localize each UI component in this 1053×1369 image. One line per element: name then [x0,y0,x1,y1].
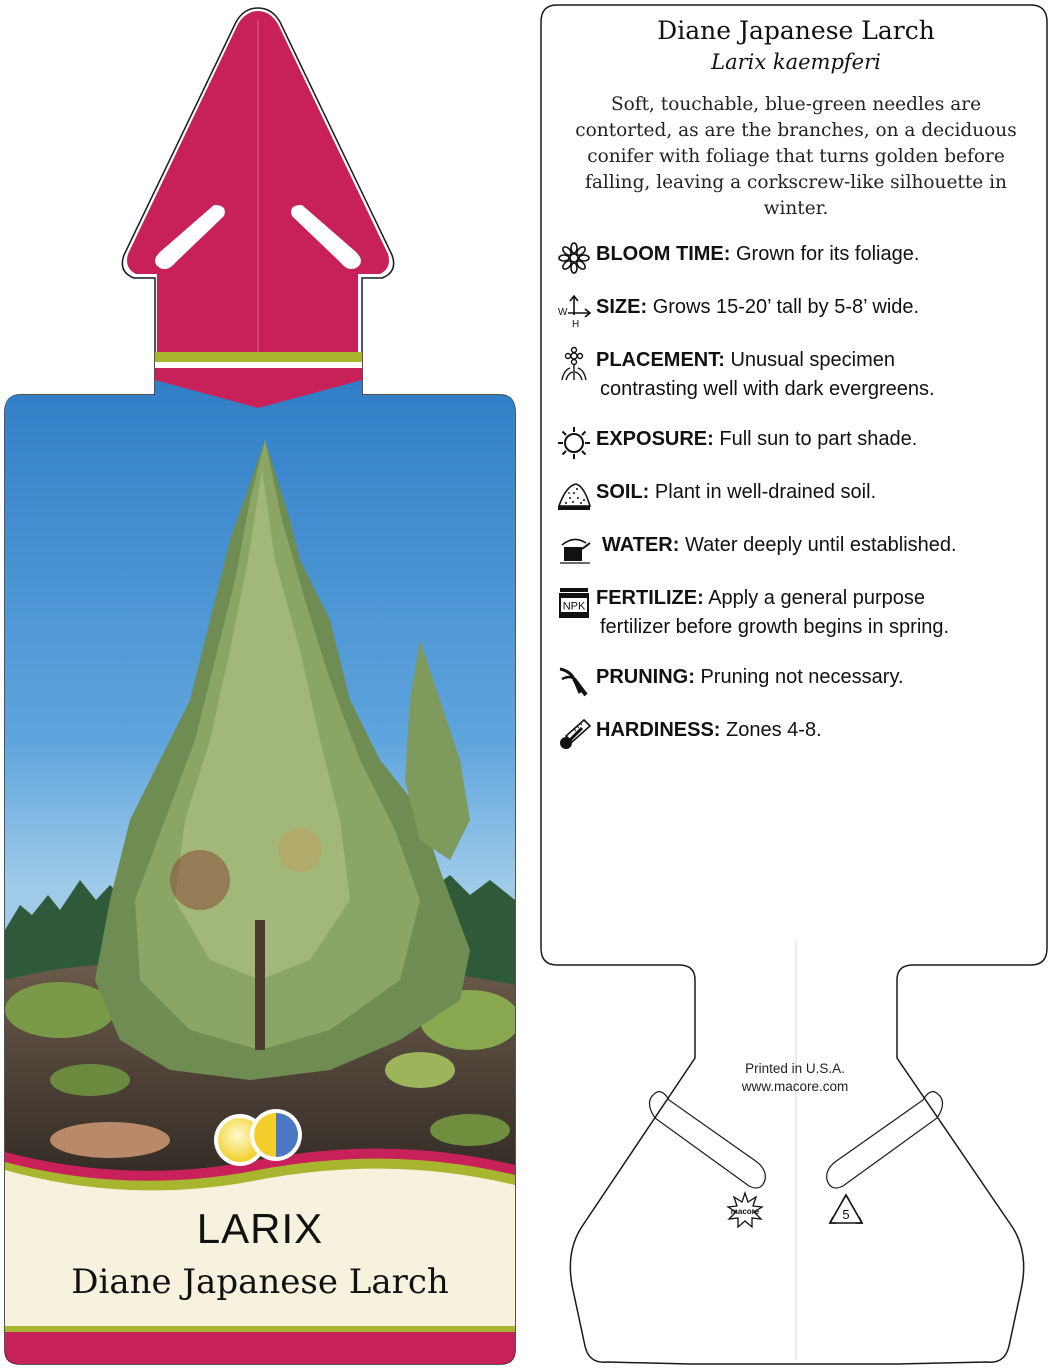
back-title: Diane Japanese Larch [657,16,935,45]
front-genus: LARIX [196,1205,324,1252]
soil-row [556,478,1036,514]
water-value: Water deeply until established. [684,534,957,556]
larch-photo [0,360,520,1210]
bloom-time-label: BLOOM TIME: [596,243,731,265]
back-latin-name: Larix kaempferi [711,50,881,74]
fertilize-value: Apply a general purpose [708,587,926,609]
pruning-row [556,663,1036,699]
thermometer-icon [556,716,592,752]
size-label: SIZE: [596,296,648,318]
size-value: Grows 15-20’ tall by 5-8’ wide. [652,296,920,318]
printed-in: Printed in U.S.A. [745,1061,845,1076]
hardiness-value: Zones 4-8. [726,719,822,741]
printed-info [690,1060,900,1096]
pruning-value: Pruning not necessary. [700,666,904,688]
hardiness-row [556,716,1036,752]
back-description: Soft, touchable, blue-green needles are contorted, as are the branches, on a deciduous conifer with foliage that turns golden before falling, leaving a corkscrew-like silhouette in winter. [575,94,1017,219]
water-row [556,531,1036,567]
fertilize-value-line2: fertilizer before growth begins in spring. [600,616,950,638]
placement-row [556,346,1036,404]
soil-value: Plant in well-drained soil. [654,481,877,503]
macore-logo-text: macore [730,1207,760,1216]
exposure-value: Full sun to part shade. [719,428,918,450]
placement-icon [556,346,592,382]
front-common-name: Diane Japanese Larch [71,1262,449,1302]
fertilize-label: FERTILIZE: [596,587,704,609]
soil-label: SOIL: [596,481,650,503]
front-tag [0,0,520,1369]
size-icon-w: W [558,307,568,318]
soil-icon [556,478,592,514]
size-row [556,293,1036,329]
pruning-label: PRUNING: [596,666,695,688]
exposure-label: EXPOSURE: [596,428,714,450]
flower-icon [556,240,592,276]
fertilize-row [556,584,1036,642]
hardiness-label: HARDINESS: [596,719,721,741]
size-icon [556,293,592,329]
size-icon-h: H [572,319,580,329]
fertilizer-icon [556,584,592,620]
water-label: WATER: [602,534,680,556]
watering-can-icon [556,531,592,567]
sun-icon [556,425,592,461]
bloom-time-value: Grown for its foliage. [736,243,920,265]
macore-logo [724,1190,766,1232]
placement-value: Unusual specimen [730,349,895,371]
placement-label: PLACEMENT: [596,349,725,371]
recycle-number: 5 [842,1207,850,1222]
npk-text: NPK [562,600,586,613]
placement-value-line2: contrasting well with dark evergreens. [600,378,935,400]
part-shade-icon [250,1109,302,1161]
exposure-row [556,425,1036,461]
recycle-icon [826,1192,866,1228]
website: www.macore.com [741,1079,849,1094]
pruners-icon [556,663,592,699]
bloom-time-row [556,240,1036,276]
